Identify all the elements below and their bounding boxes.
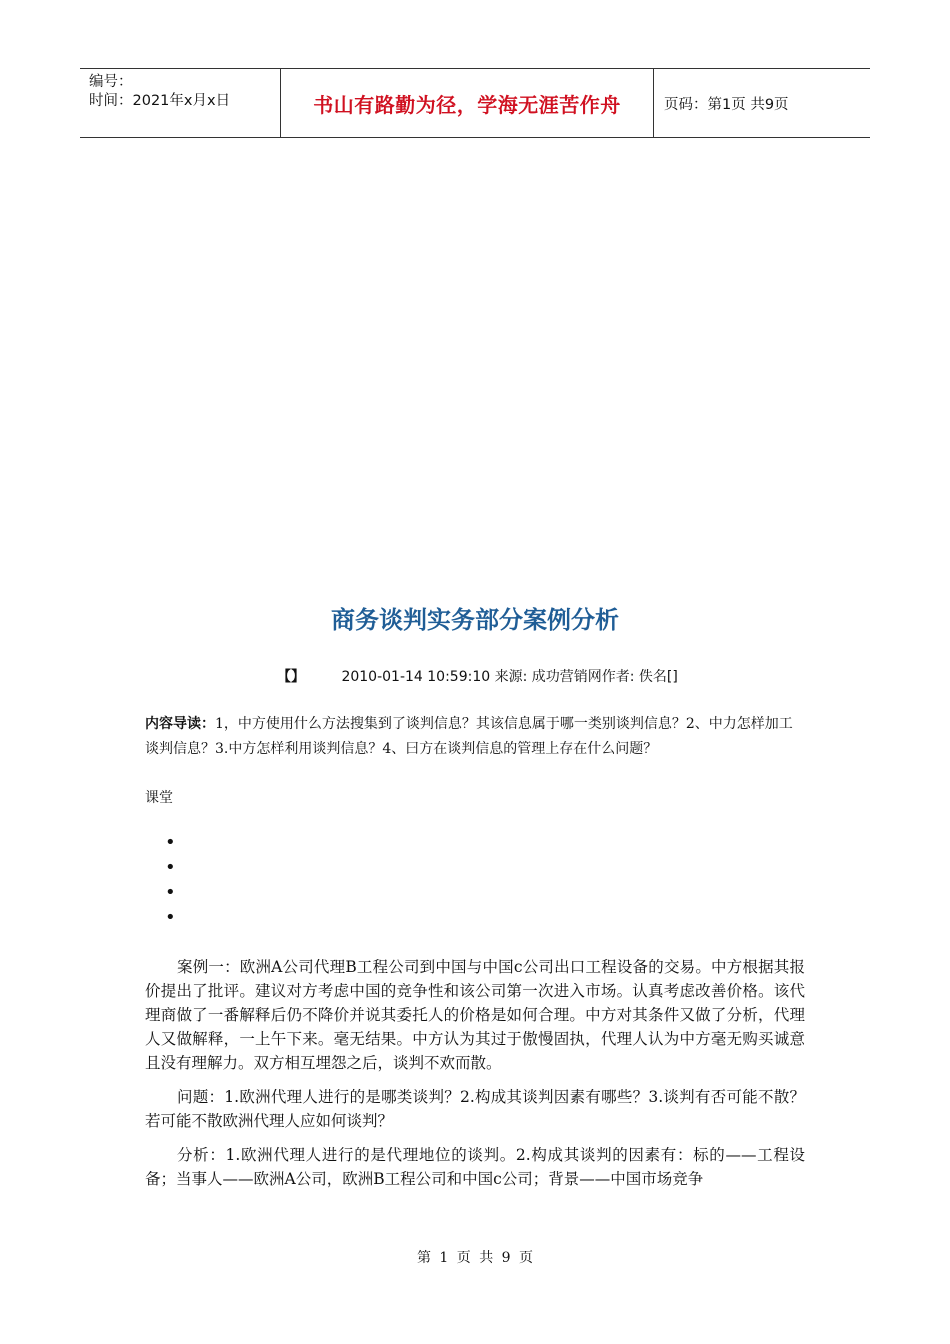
header-right-cell <box>654 69 870 137</box>
serial-label: 编号： <box>89 74 133 90</box>
body-text <box>145 955 805 1201</box>
motto: 书山有路勤为径，学海无涯苦作舟 <box>313 92 621 117</box>
class-word: 课堂 <box>145 790 173 806</box>
header-table <box>80 68 870 138</box>
header-middle-cell <box>281 69 654 137</box>
case-paragraph: 案例一：欧洲A公司代理B工程公司到中国与中国c公司出口工程设备的交易。中方根据其报价提出了批评。建议对方考虑中国的竞争性和该公司第一次进入市场。认真考虑改善价格。该代理商做了一番解释后仍不降价并说其委托人的价格是如何合理。中方对其条件又做了分析，代理人又做解释，一上午下来。毫无结果。中方认为其过于傲慢固执，代理人认为中方毫无购买诚意且没有理解力。双方相互埋怨之后，谈判不欢而散。 <box>145 958 805 1072</box>
page-info: 页码：第1页 共9页 <box>664 96 789 113</box>
document-title: 商务谈判实务部分案例分析 <box>331 606 619 634</box>
meta-line <box>277 666 678 686</box>
analysis-paragraph: 分析：1.欧洲代理人进行的是代理地位的谈判。2.构成其谈判的因素有：标的——工程设备；当事人——欧洲A公司，欧洲B工程公司和中国c公司；背景——中国市场竞争 <box>145 1146 805 1188</box>
page-footer: 第 1 页 共 9 页 <box>416 1250 534 1266</box>
date-label: 时间：2021年x月x日 <box>89 93 231 109</box>
publish-meta: 2010-01-14 10:59:10 来源: 成功营销网作者: 佚名[] <box>341 669 678 685</box>
empty-brackets: 【】 <box>277 669 305 685</box>
lead-label: 内容导读： <box>145 716 215 732</box>
header-left-cell <box>80 69 281 137</box>
content-lead <box>145 712 805 762</box>
question-paragraph: 问题：1.欧洲代理人进行的是哪类谈判？2.构成其谈判因素有哪些？3.谈判有否可能不散？若可能不散欧洲代理人应如何谈判？ <box>145 1088 805 1130</box>
lead-text: 1，中方使用什么方法搜集到了谈判信息？其该信息属于哪一类别谈判信息？2、中力怎样加工谈判信息？3.中方怎样利用谈判信息？4、曰方在谈判信息的管理上存在什么问题？ <box>145 716 793 757</box>
